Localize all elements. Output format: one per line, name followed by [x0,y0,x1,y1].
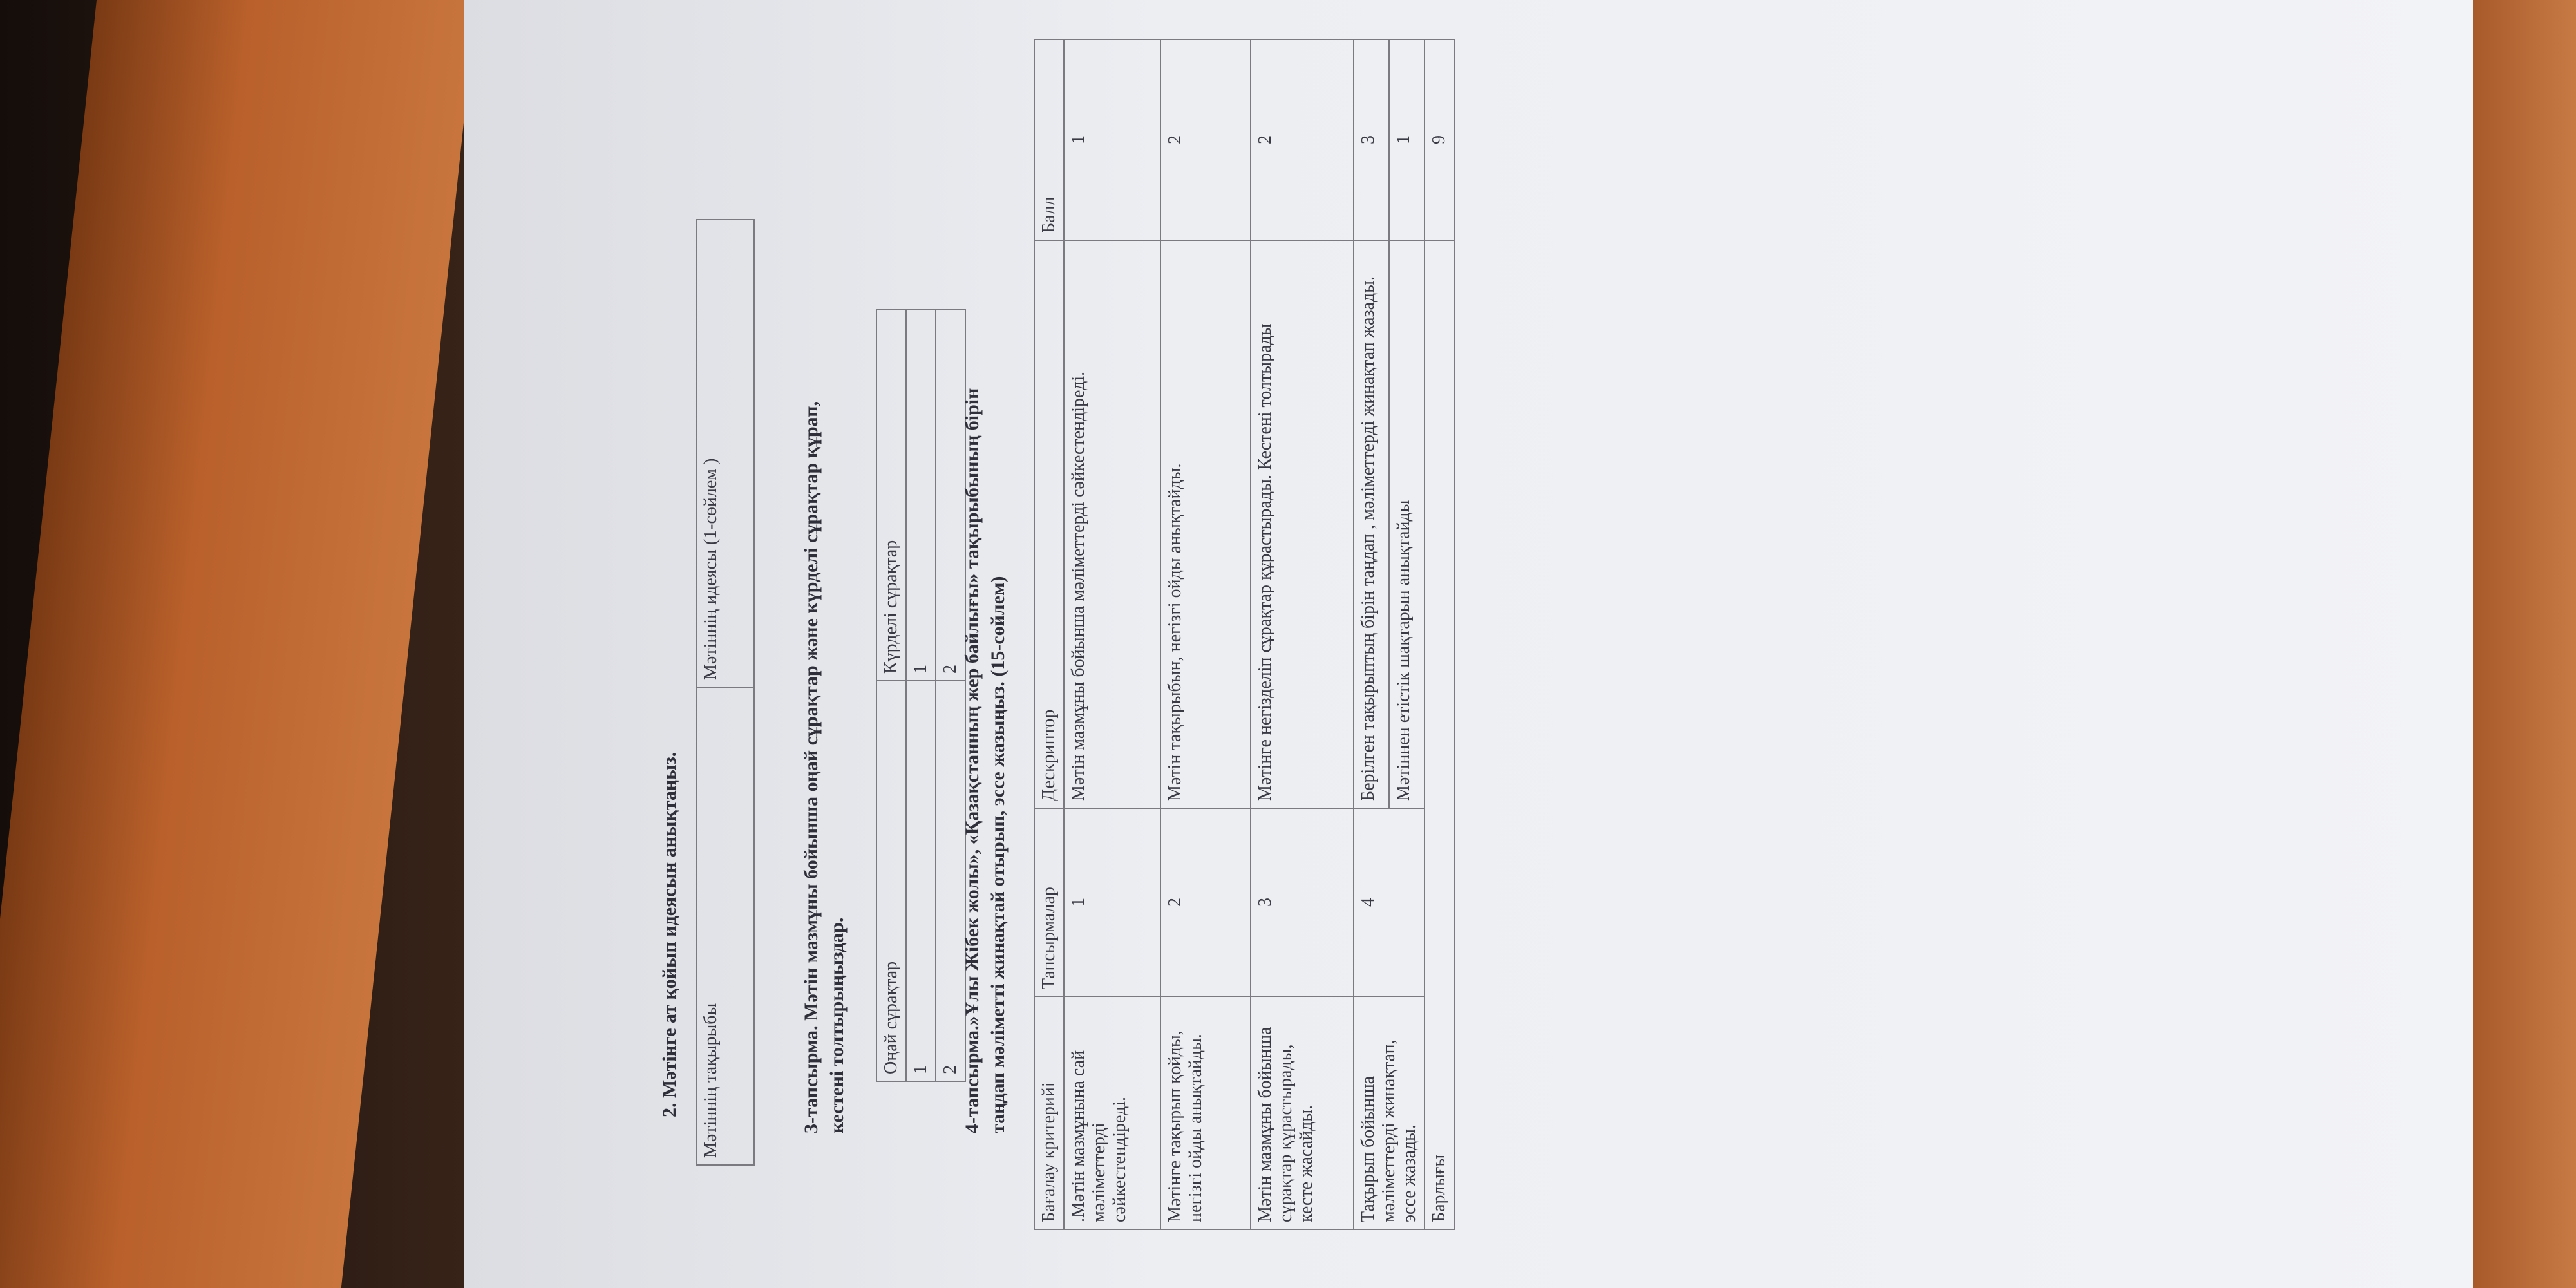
score-cell: 3 [1354,39,1389,240]
task4-line1: 4-тапсырма.»Ұлы Жібек жолы», «Қазақстанның жер байлығы» тақырыбының бірін [961,388,983,1133]
table2-header-easy: Оңай сұрақтар [876,681,906,1081]
title-idea-table [696,219,755,1166]
descriptor-cell: Мәтін мазмұны бойынша мәліметтерді сәйкестендіреді. [1064,240,1160,808]
table1-header-idea: Мәтіннің идеясы (1-сөйлем ) [696,220,754,687]
document-content [502,0,2512,1288]
score-cell: 2 [1251,39,1354,240]
table3-header-criterion: Бағалау критерийі [1034,996,1064,1229]
descriptor-cell: Мәтін тақырыбын, негізгі ойды анықтайды. [1160,240,1251,808]
total-value: 9 [1425,39,1454,240]
table2-row1-easy: 1 [906,681,936,1081]
table3-header-descriptor: Дескриптор [1034,240,1064,808]
task-cell: 3 [1251,808,1354,996]
criterion-cell: .Мәтін мазмұнына сай мәліметтерді сәйкестендіреді. [1064,996,1160,1229]
criterion-cell: Тақырып бойынша мәліметтерді жинақтап, эссе жазады. [1354,996,1425,1229]
table2-row2-hard: 2 [936,310,965,681]
assessment-table [1034,39,1455,1230]
score-cell: 2 [1160,39,1251,240]
descriptor-cell: Берілген тақырыптың бірін таңдап , мәліметтерді жинақтап жазады. [1354,240,1389,808]
task3-line2: кестені толтырыңыздар. [826,917,848,1133]
table3-header-task: Тапсырмалар [1034,808,1064,996]
task4-line2: таңдап мәліметті жинақтай отырып, эссе жазыңыз. (15-сөйлем) [987,576,1009,1133]
task-cell: 4 [1354,808,1425,996]
table2-header-hard: Күрделі сұрақтар [876,310,906,681]
task3-line1: 3-тапсырма. Мәтін мазмұны бойынша оңай сұрақтар және күрделі сұрақтар құрап, [800,401,822,1133]
score-cell: 1 [1389,39,1425,240]
task-cell: 2 [1160,808,1251,996]
table2-row2-easy: 2 [936,681,965,1081]
score-cell: 1 [1064,39,1160,240]
section2-title: 2. Мәтінге ат қойып идеясын анықтаңыз. [659,752,680,1117]
descriptor-cell: Мәтіннен етістік шақтарын анықтайды [1389,240,1425,808]
table2-row1-hard: 1 [906,310,936,681]
task-cell: 1 [1064,808,1160,996]
table1-header-title: Мәтіннің тақырыбы [696,687,754,1165]
criterion-cell: Мәтін мазмұны бойынша сұрақтар құрастырады, кесте жасайды. [1251,996,1354,1229]
descriptor-cell: Мәтінге негізделіп сұрақтар құрастырады. Кестені толтырады [1251,240,1354,808]
criterion-cell: Мәтінге тақырып қойды, негізгі ойды анықтайды. [1160,996,1251,1229]
table3-header-score: Балл [1034,39,1064,240]
questions-table [876,309,966,1082]
total-label: Барлығы [1425,240,1454,1229]
